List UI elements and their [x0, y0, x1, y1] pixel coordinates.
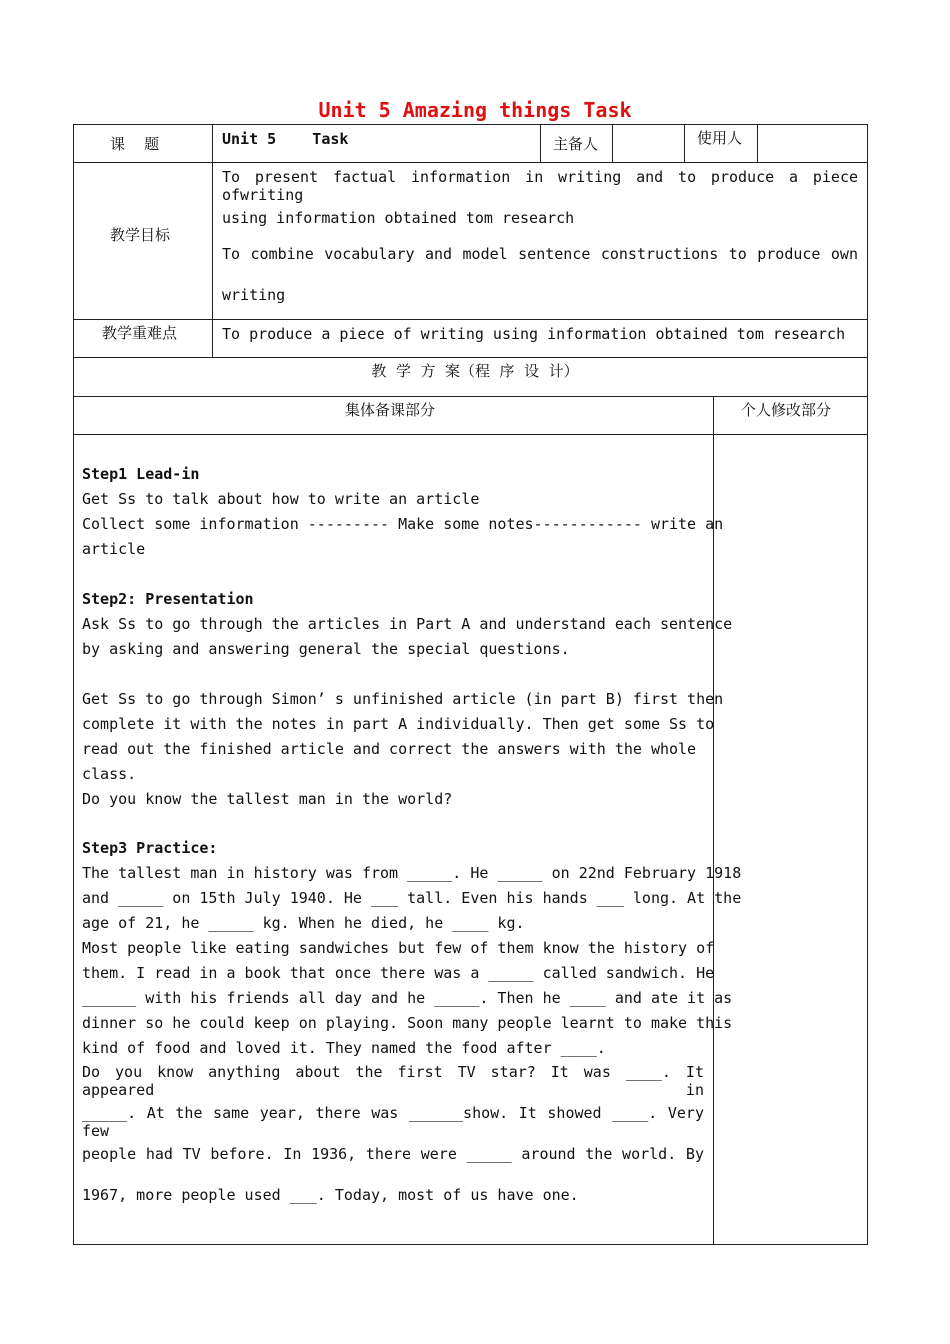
objective-line: To combine vocabulary and model sentence constructions to produce own — [222, 245, 858, 263]
col-divider — [757, 124, 758, 162]
objective-line: using information obtained tom research — [222, 209, 575, 227]
step3-line: Do you know anything about the first TV star? It was ____. It appeared in — [82, 1063, 704, 1099]
objective-line: To present factual information in writing and to produce a piece ofwriting — [222, 168, 858, 204]
step3-line: ______ with his friends all day and he _____. Then he ____ and ate it as — [82, 989, 733, 1007]
row-divider — [73, 162, 868, 163]
step3-heading: Step3 Practice: — [82, 839, 218, 857]
row-divider — [73, 319, 868, 320]
col-divider — [612, 124, 613, 162]
page-title: Unit 5 Amazing things Task — [318, 98, 632, 122]
preparer-label: 主备人 — [553, 135, 599, 153]
step3-line: age of 21, he _____ kg. When he died, he ____ kg. — [82, 914, 525, 932]
step3-line: people had TV before. In 1936, there were _____ around the world. By — [82, 1145, 704, 1163]
step1-line: Get Ss to talk about how to write an article — [82, 490, 480, 508]
topic-value: Unit 5 Task — [222, 130, 349, 148]
step3-line: 1967, more people used ___. Today, most of us have one. — [82, 1186, 579, 1204]
row-divider — [73, 357, 868, 358]
step3-line: them. I read in a book that once there was a _____ called sandwich. He — [82, 964, 715, 982]
step2-line: Get Ss to go through Simon’ s unfinished article (in part B) first then — [82, 690, 724, 708]
step3-line: and _____ on 15th July 1940. He ___ tall. Even his hands ___ long. At the — [82, 889, 742, 907]
step3-line: dinner so he could keep on playing. Soon many people learnt to make this — [82, 1014, 733, 1032]
user-label: 使用人 — [697, 129, 743, 147]
step2-line: Ask Ss to go through the articles in Part A and understand each sentence — [82, 615, 733, 633]
col-divider — [684, 124, 685, 162]
step3-line: The tallest man in history was from _____. He _____ on 22nd February 1918 — [82, 864, 742, 882]
collective-column-heading: 集体备课部分 — [345, 401, 436, 419]
step2-line: complete it with the notes in part A individually. Then get some Ss to — [82, 715, 715, 733]
step3-line: _____. At the same year, there was ______show. It showed ____. Very few — [82, 1104, 704, 1140]
topic-label: 课 题 — [110, 135, 160, 153]
step2-line: Do you know the tallest man in the world? — [82, 790, 453, 808]
step2-line: by asking and answering general the special questions. — [82, 640, 570, 658]
personal-column-heading: 个人修改部分 — [741, 401, 832, 419]
objectives-label: 教学目标 — [110, 226, 171, 244]
key-points-value: To produce a piece of writing using information obtained tom research — [222, 325, 846, 343]
step2-line: read out the finished article and correct the answers with the whole — [82, 740, 697, 758]
key-points-label: 教学重难点 — [102, 324, 178, 342]
step2-line: class. — [82, 765, 137, 783]
step3-line: Most people like eating sandwiches but few of them know the history of — [82, 939, 715, 957]
row-divider — [73, 434, 868, 435]
row-divider — [73, 396, 868, 397]
step3-line: kind of food and loved it. They named the food after ____. — [82, 1039, 606, 1057]
step1-line: article — [82, 540, 146, 558]
objective-line: writing — [222, 286, 286, 304]
step1-heading: Step1 Lead-in — [82, 465, 200, 483]
col-divider — [212, 124, 213, 357]
plan-heading: 教 学 方 案（程 序 设 计） — [371, 362, 579, 380]
step2-heading: Step2: Presentation — [82, 590, 254, 608]
col-divider — [540, 124, 541, 162]
step1-line: Collect some information --------- Make some notes------------ write an — [82, 515, 724, 533]
